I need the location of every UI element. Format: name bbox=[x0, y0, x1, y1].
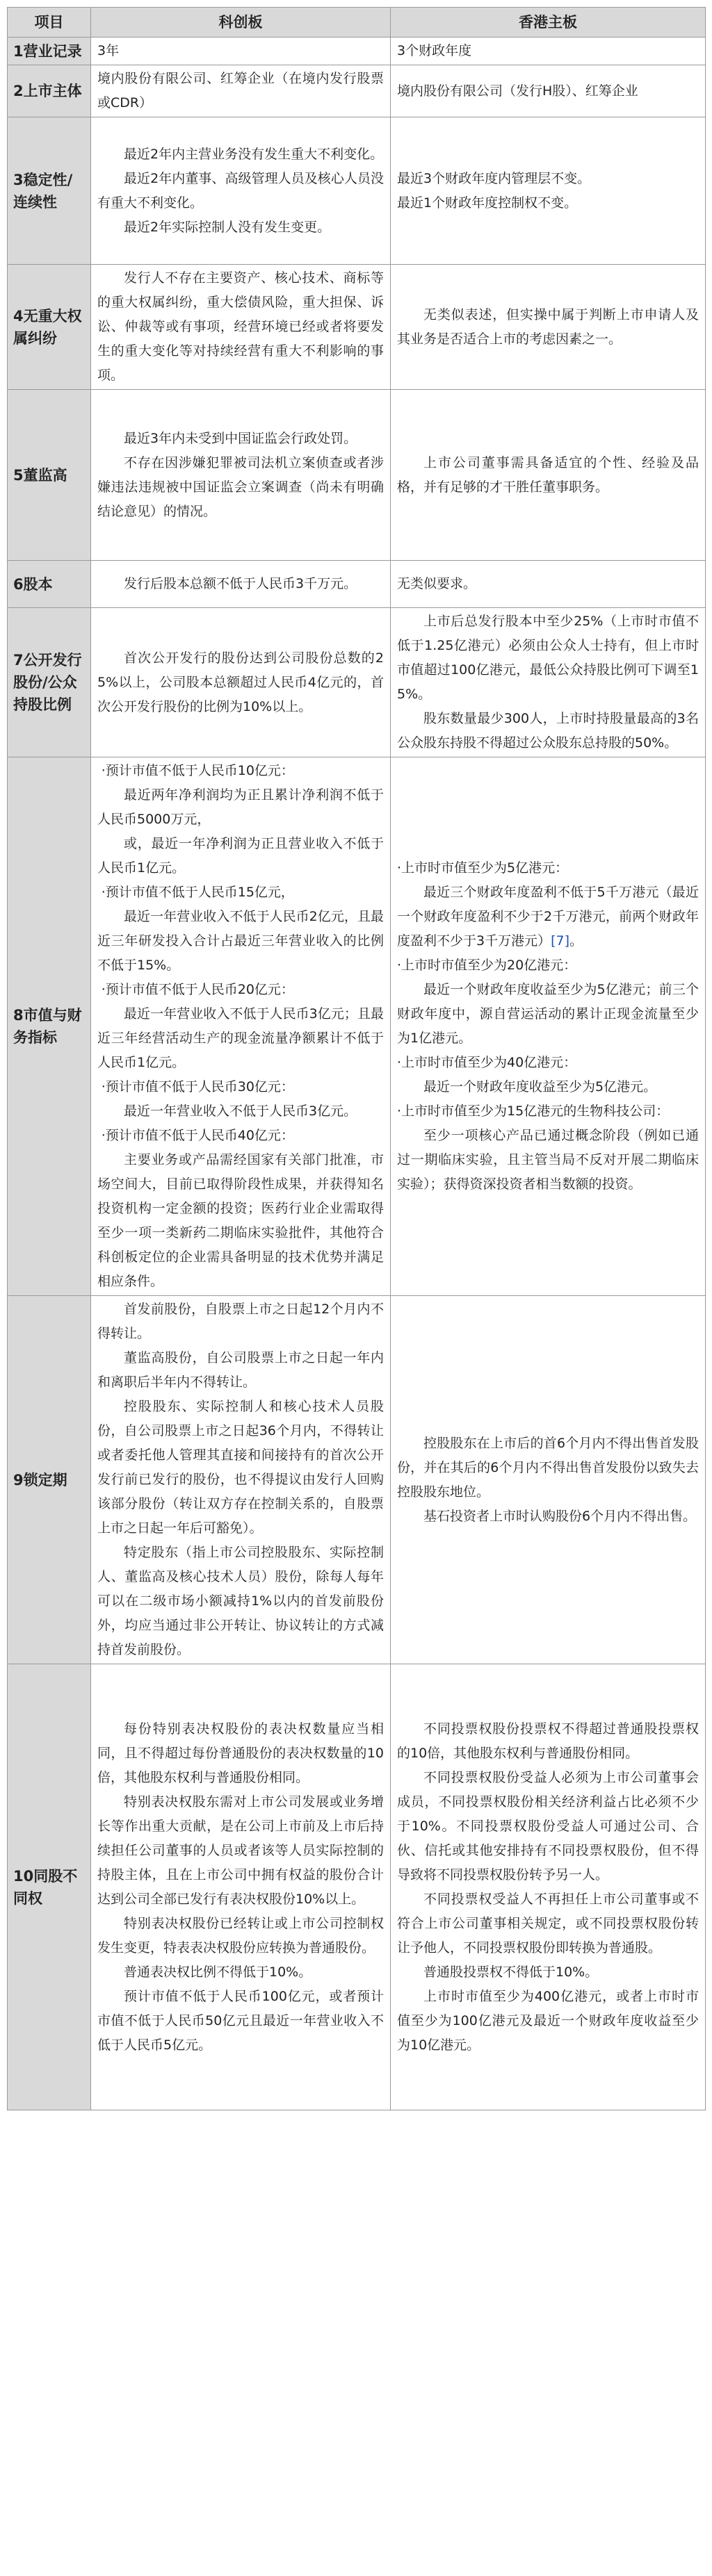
star-market-cell bbox=[91, 38, 391, 65]
paragraph-text: 最近1个财政年度控制权不变。 bbox=[397, 195, 578, 211]
cell-paragraph bbox=[97, 1912, 384, 1960]
paragraph-text: 最近2年实际控制人没有发生变更。 bbox=[124, 219, 331, 235]
paragraph-text: 最近3个财政年度内管理层不变。 bbox=[397, 170, 591, 186]
cell-paragraph bbox=[397, 856, 699, 880]
row-label: 6股本 bbox=[8, 561, 91, 608]
hk-main-board-cell bbox=[391, 561, 706, 608]
cell-paragraph bbox=[97, 167, 384, 215]
row-label: 5董监高 bbox=[8, 390, 91, 561]
cell-paragraph bbox=[397, 303, 699, 352]
header-item: 项目 bbox=[8, 8, 91, 38]
hk-main-board-cell bbox=[391, 38, 706, 65]
paragraph-text: ·预计市值不低于人民币15亿元， bbox=[101, 885, 294, 900]
cell-paragraph bbox=[97, 1960, 384, 1985]
paragraph-text: 董监高股份，自公司股票上市之日起一年内和离职后半年内不得转让。 bbox=[97, 1350, 384, 1390]
paragraph-text: 最近3年内未受到中国证监会行政处罚。 bbox=[124, 430, 357, 446]
cell-paragraph bbox=[397, 1717, 699, 1766]
paragraph-text: 上市公司董事需具备适宜的个性、经验及品格，并有足够的才干胜任董事职务。 bbox=[397, 454, 699, 495]
cell-paragraph bbox=[397, 79, 699, 104]
paragraph-text: 最近一年营业收入不低于人民币2亿元，且最近三年研发投入合计占最近三年营业收入的比例不低于15%。 bbox=[97, 909, 384, 973]
cell-paragraph bbox=[97, 39, 384, 63]
cell-paragraph bbox=[97, 1075, 384, 1099]
cell-paragraph bbox=[397, 880, 699, 953]
paragraph-text: 发行后股本总额不低于人民币3千万元。 bbox=[124, 576, 357, 591]
cell-paragraph bbox=[97, 1148, 384, 1294]
hk-main-board-cell bbox=[391, 1664, 706, 2110]
star-market-cell bbox=[91, 1296, 391, 1664]
hk-main-board-cell bbox=[391, 65, 706, 117]
paragraph-text: 不同投票权受益人不再担任上市公司董事或不符合上市公司董事相关规定，或不同投票权股份转让予他人，不同投票权股份即转换为普通股。 bbox=[397, 1891, 699, 1955]
paragraph-text: ·预计市值不低于人民币20亿元： bbox=[101, 982, 294, 997]
cell-paragraph bbox=[97, 1346, 384, 1395]
paragraph-text: 最近2年内董事、高级管理人员及核心人员没有重大不利变化。 bbox=[97, 170, 384, 211]
cell-paragraph bbox=[97, 1297, 384, 1346]
paragraph-text: ·上市时市值至少为40亿港元： bbox=[397, 1055, 577, 1070]
cell-paragraph bbox=[397, 707, 699, 755]
comparison-table bbox=[7, 7, 706, 2110]
hk-main-board-cell bbox=[391, 608, 706, 757]
row-label: 2上市主体 bbox=[8, 65, 91, 117]
cell-paragraph bbox=[97, 67, 384, 115]
paragraph-text: ·上市时市值至少为15亿港元的生物科技公司： bbox=[397, 1104, 670, 1119]
row-label: 8市值与财务指标 bbox=[8, 757, 91, 1296]
paragraph-text: 境内股份有限公司（发行H股）、红筹企业 bbox=[397, 83, 638, 99]
paragraph-text: 主要业务或产品需经国家有关部门批准，市场空间大，目前已取得阶段性成果，并获得知名投资机构一定金额的投资；医药行业企业需取得至少一项一类新药二期临床实验批件，其他符合科创板定位的企业需具备明显的技术优势并满足相应条件。 bbox=[97, 1152, 384, 1289]
paragraph-text: 无类似要求。 bbox=[397, 576, 477, 591]
row-label: 4无重大权属纠纷 bbox=[8, 265, 91, 390]
cell-paragraph bbox=[97, 215, 384, 240]
cell-paragraph bbox=[97, 759, 384, 783]
cell-paragraph bbox=[397, 1051, 699, 1075]
star-market-cell bbox=[91, 1664, 391, 2110]
paragraph-text: 控股股东在上市后的首6个月内不得出售首发股份，并在其后的6个月内不得出售首发股份以致失去控股股东地位。 bbox=[397, 1435, 699, 1500]
cell-paragraph bbox=[97, 880, 384, 905]
cell-paragraph bbox=[97, 572, 384, 596]
document bbox=[7, 7, 705, 2110]
header-star-market: 科创板 bbox=[91, 8, 391, 38]
hk-main-board-cell bbox=[391, 117, 706, 265]
cell-paragraph bbox=[397, 572, 699, 596]
paragraph-text: 或，最近一年净利润为正且营业收入不低于人民币1亿元。 bbox=[97, 836, 384, 876]
cell-paragraph bbox=[97, 1395, 384, 1541]
cell-paragraph bbox=[97, 1717, 384, 1790]
paragraph-text: 每份特别表决权股份的表决权数量应当相同，且不得超过每份普通股份的表决权数量的10倍，其他股东权利与普通股份相同。 bbox=[97, 1721, 384, 1785]
paragraph-text: 3个财政年度 bbox=[397, 43, 472, 58]
table-row bbox=[8, 38, 706, 65]
paragraph-text: 最近2年内主营业务没有发生重大不利变化。 bbox=[124, 146, 384, 162]
paragraph-text: 至少一项核心产品已通过概念阶段（例如已通过一期临床实验，且主管当局不反对开展二期临床实验）；获得资深投资者相当数额的投资。 bbox=[397, 1128, 699, 1192]
row-label: 7公开发行股份/公众持股比例 bbox=[8, 608, 91, 757]
cell-paragraph bbox=[97, 978, 384, 1002]
cell-paragraph bbox=[97, 427, 384, 451]
star-market-cell bbox=[91, 265, 391, 390]
cell-paragraph bbox=[397, 191, 699, 215]
paragraph-text: 上市后总发行股本中至少25%（上市时市值不低于1.25亿港元）必须由公众人士持有，但上市时市值超过100亿港元，最低公众持股比例可下调至15%。 bbox=[397, 614, 699, 702]
paragraph-text: 最近两年净利润均为正且累计净利润不低于人民币5000万元， bbox=[97, 787, 384, 827]
paragraph-text: ·预计市值不低于人民币30亿元： bbox=[101, 1079, 294, 1094]
star-market-cell bbox=[91, 561, 391, 608]
paragraph-text: 特别表决权股东需对上市公司发展或业务增长等作出重大贡献，是在公司上市前及上市后持续担任公司董事的人员或者该等人员实际控制的持股主体，且在上市公司中拥有权益的股份合计达到公司全部已发行有表决权股份10%以上。 bbox=[97, 1794, 384, 1907]
cell-paragraph bbox=[97, 1124, 384, 1148]
paragraph-text: 无类似表述，但实操中属于判断上市申请人及其业务是否适合上市的考虑因素之一。 bbox=[397, 306, 699, 347]
cell-paragraph bbox=[97, 1099, 384, 1124]
cell-paragraph bbox=[97, 646, 384, 719]
row-label: 9锁定期 bbox=[8, 1296, 91, 1664]
paragraph-text: 最近一个财政年度收益至少为5亿港元。 bbox=[423, 1079, 657, 1094]
star-market-cell bbox=[91, 608, 391, 757]
cell-paragraph bbox=[397, 1504, 699, 1529]
row-label: 10同股不同权 bbox=[8, 1664, 91, 2110]
paragraph-text: 基石投资者上市时认购股份6个月内不得出售。 bbox=[423, 1508, 697, 1524]
hk-main-board-cell bbox=[391, 1296, 706, 1664]
cell-paragraph bbox=[397, 451, 699, 500]
cell-paragraph bbox=[397, 1075, 699, 1099]
star-market-cell bbox=[91, 757, 391, 1296]
table-row bbox=[8, 265, 706, 390]
row-label: 3稳定性/连续性 bbox=[8, 117, 91, 265]
cell-paragraph bbox=[397, 1766, 699, 1887]
cell-paragraph bbox=[97, 451, 384, 524]
paragraph-text: 不存在因涉嫌犯罪被司法机立案侦查或者涉嫌违法违规被中国证监会立案调查（尚未有明确结论意见）的情况。 bbox=[97, 454, 384, 519]
paragraph-text: 最近一年营业收入不低于人民币3亿元。 bbox=[124, 1104, 357, 1119]
table-row bbox=[8, 65, 706, 117]
hk-main-board-cell bbox=[391, 757, 706, 1296]
cell-paragraph bbox=[397, 1431, 699, 1504]
cell-paragraph bbox=[397, 953, 699, 978]
paragraph-text: 发行人不存在主要资产、核心技术、商标等的重大权属纠纷，重大偿债风险，重大担保、诉讼、仲裁等或有事项，经营环境已经或者将要发生的重大变化等对持续经营有重大不利影响的事项。 bbox=[97, 270, 384, 383]
cell-paragraph bbox=[97, 142, 384, 167]
cell-paragraph bbox=[97, 783, 384, 832]
paragraph-text: 最近一个财政年度收益至少为5亿港元；前三个财政年度中，源自营运活动的累计正现金流量至少为1亿港元。 bbox=[397, 982, 699, 1046]
cell-paragraph bbox=[97, 1002, 384, 1075]
paragraph-text: 首次公开发行的股份达到公司股份总数的25%以上，公司股本总额超过人民币4亿元的，首次公开发行股份的比例为10%以上。 bbox=[97, 650, 384, 714]
paragraph-text: 不同投票权股份投票权不得超过普通股投票权的10倍，其他股东权利与普通股份相同。 bbox=[397, 1721, 699, 1761]
cell-paragraph bbox=[397, 978, 699, 1051]
table-row bbox=[8, 117, 706, 265]
star-market-cell bbox=[91, 117, 391, 265]
table-row bbox=[8, 390, 706, 561]
cell-paragraph bbox=[397, 1099, 699, 1124]
cell-paragraph bbox=[97, 1790, 384, 1912]
paragraph-text: 境内股份有限公司、红筹企业（在境内发行股票或CDR） bbox=[97, 71, 384, 110]
cell-paragraph bbox=[397, 1887, 699, 1960]
cell-paragraph bbox=[397, 1960, 699, 1985]
table-row bbox=[8, 757, 706, 1296]
star-market-cell bbox=[91, 65, 391, 117]
paragraph-text: ·上市时市值至少为20亿港元： bbox=[397, 958, 577, 973]
paragraph-text: 最近一年营业收入不低于人民币3亿元；且最近三年经营活动生产的现金流量净额累计不低于人民币1亿元。 bbox=[97, 1006, 384, 1070]
citation-link[interactable]: [7] bbox=[551, 933, 570, 949]
hk-main-board-cell bbox=[391, 265, 706, 390]
paragraph-text: ·预计市值不低于人民币40亿元： bbox=[101, 1128, 294, 1143]
table-body bbox=[8, 38, 706, 2110]
cell-paragraph bbox=[397, 1985, 699, 2058]
cell-paragraph bbox=[397, 1124, 699, 1197]
header-row bbox=[8, 8, 706, 38]
cell-paragraph bbox=[97, 832, 384, 880]
paragraph-text: 普通股投票权不得低于10%。 bbox=[423, 1964, 599, 1980]
paragraph-text: 特别表决权股份已经转让或上市公司控制权发生变更，特表表决权股份应转换为普通股份。 bbox=[97, 1915, 384, 1955]
star-market-cell bbox=[91, 390, 391, 561]
table-row bbox=[8, 1664, 706, 2110]
row-label: 1营业记录 bbox=[8, 38, 91, 65]
cell-paragraph bbox=[397, 167, 699, 191]
paragraph-text: 3年 bbox=[97, 43, 120, 58]
paragraph-text: 特定股东（指上市公司控股股东、实际控制人、董监高及核心技术人员）股份，除每人每年可以在二级市场小额减持1%以内的首发前股份外，均应当通过非公开转让、协议转让的方式减持首发前股份。 bbox=[97, 1545, 384, 1657]
hk-main-board-cell bbox=[391, 390, 706, 561]
header-hk-main-board: 香港主板 bbox=[391, 8, 706, 38]
cell-paragraph bbox=[97, 1541, 384, 1662]
paragraph-text: ·上市时市值至少为5亿港元： bbox=[397, 860, 569, 876]
cell-paragraph bbox=[397, 609, 699, 707]
paragraph-text: 普通表决权比例不得低于10%。 bbox=[124, 1964, 312, 1980]
cell-paragraph bbox=[97, 266, 384, 388]
paragraph-text: 控股股东、实际控制人和核心技术人员股份，自公司股票上市之日起36个月内，不得转让或者委托他人管理其直接和间接持有的首次公开发行前已发行的股份，也不得提议由发行人回购该部分股份（转让双方存在控制关系的，自股票上市之日起一年后可豁免）。 bbox=[97, 1399, 384, 1536]
paragraph-text: ·预计市值不低于人民币10亿元： bbox=[101, 763, 294, 778]
table-row bbox=[8, 561, 706, 608]
cell-paragraph bbox=[97, 1985, 384, 2058]
cell-paragraph bbox=[397, 39, 699, 63]
cell-paragraph bbox=[97, 905, 384, 978]
paragraph-tail: 。 bbox=[569, 933, 583, 949]
paragraph-text: 最近三个财政年度盈利不低于5千万港元（最近一个财政年度盈利不少于2千万港元，前两个财政年度盈利不少于3千万港元） bbox=[397, 885, 699, 949]
table-row bbox=[8, 1296, 706, 1664]
paragraph-text: 不同投票权股份受益人必须为上市公司董事会成员，不同投票权股份相关经济利益占比必须不少于10%。不同投票权股份受益人可通过公司、合伙、信托或其他安排持有不同投票权股份，但不得导致将不同投票权股份转予另一人。 bbox=[397, 1769, 699, 1882]
table-row bbox=[8, 608, 706, 757]
paragraph-text: 股东数量最少300人，上市时持股量最高的3名公众股东持股不得超过公众股东总持股的50%。 bbox=[397, 711, 699, 750]
paragraph-text: 首发前股份，自股票上市之日起12个月内不得转让。 bbox=[97, 1302, 384, 1341]
paragraph-text: 上市时市值至少为400亿港元，或者上市时市值至少为100亿港元及最近一个财政年度收益至少为10亿港元。 bbox=[397, 1988, 699, 2053]
paragraph-text: 预计市值不低于人民币100亿元，或者预计市值不低于人民币50亿元且最近一年营业收入不低于人民币5亿元。 bbox=[97, 1988, 384, 2053]
